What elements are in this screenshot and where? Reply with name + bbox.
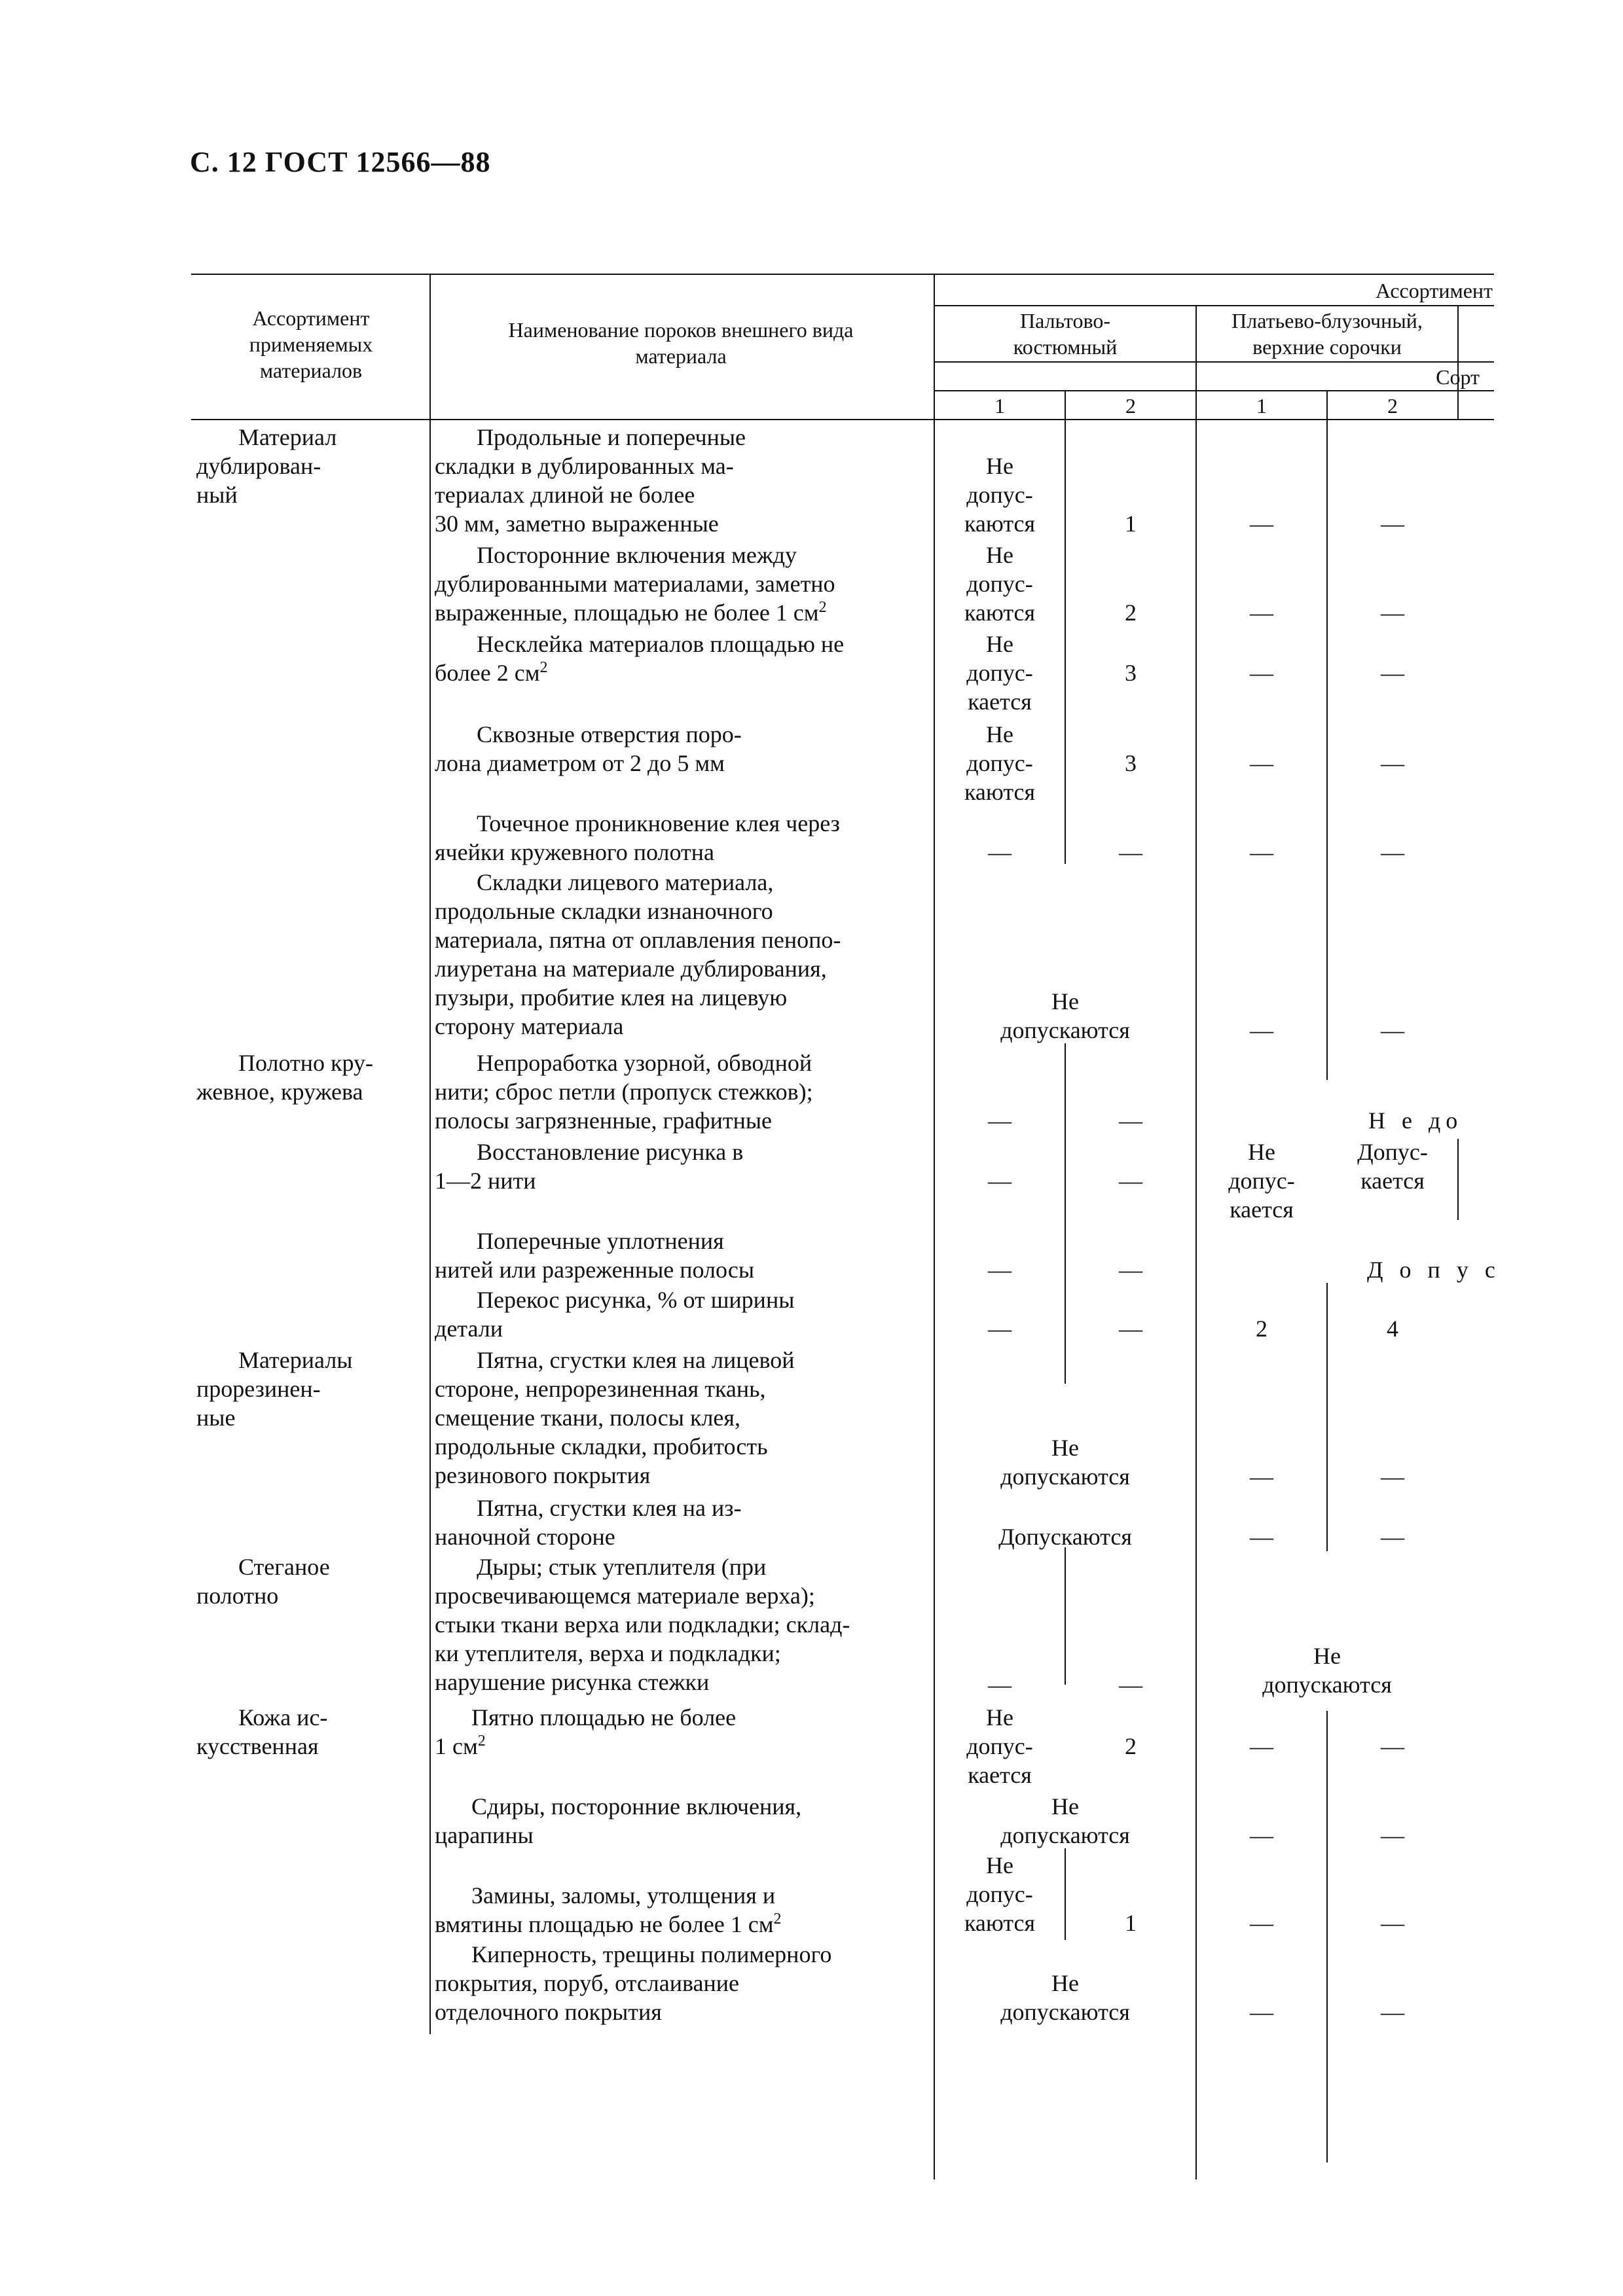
defect-13: Дыры; стык утеплителя (при просвечивающемся материале верха); стыки ткани верха или подкладки; склад- ки утеплителя, верха и подкладки; нарушение рисунка стежки [435, 1554, 850, 1695]
vline-col2 [934, 274, 935, 419]
vline-dress-split-a [1326, 419, 1328, 1080]
value-r8-c2: — [1119, 1168, 1142, 1194]
defect-11: Пятна, сгустки клея на лицевой стороне, непрорезиненная ткань, смещение ткани, полосы клея, продольные складки, пробитость резинового покрытия [435, 1347, 795, 1488]
value-r13-dress: Не допускаются [1262, 1643, 1392, 1698]
value-r7-c1: — [988, 1107, 1012, 1134]
value-r4-c3: — [1250, 750, 1273, 776]
vline-col6-header [1457, 305, 1459, 419]
value-r8-c4: Допус- кается [1357, 1139, 1428, 1194]
value-r4-c1: Не допус- каются [964, 721, 1036, 805]
defect-2: Посторонние включения между дублированными материалами, заметно выраженные, площадью не более 1 $см^2$ [435, 542, 835, 626]
value-r12-c4: — [1381, 1524, 1404, 1550]
value-r1-c4: — [1381, 511, 1404, 537]
value-r14-c2: 2 [1125, 1733, 1137, 1759]
value-r14-c3: — [1250, 1733, 1273, 1759]
vline-dress-split-c [1326, 1711, 1328, 2162]
vline-coat-split-b [1065, 1043, 1066, 1384]
vline-col4 [1195, 305, 1197, 419]
defect-5: Точечное проникновение клея через ячейки кружевного полотна [435, 810, 840, 865]
value-r14-c4: — [1381, 1733, 1404, 1759]
value-r15-coat: Не допускаются [1000, 1793, 1130, 1848]
value-r3-c1: Не допус- кается [966, 631, 1033, 715]
value-r4-c4: — [1381, 750, 1404, 776]
value-r6-c3: — [1250, 1017, 1273, 1043]
value-r7-c2: — [1119, 1107, 1142, 1134]
vline-col5-header [1326, 390, 1328, 419]
vline-col1 [429, 274, 431, 2034]
value-r7-dress-cut: Н е до [1368, 1107, 1463, 1134]
defect-17: Киперность, трещины полимерного покрытия, поруб, отслаивание отделочного покрытия [435, 1941, 832, 2025]
material-duplicated: Материал дублирован- ный [196, 424, 337, 508]
value-r3-c3: — [1250, 660, 1273, 686]
value-r15-c4: — [1381, 1822, 1404, 1848]
value-r12-c3: — [1250, 1524, 1273, 1550]
header-material-col: Ассортимент применяемых материалов [249, 306, 373, 382]
vline-dress-split-b [1326, 1283, 1328, 1551]
page-header: С. 12 ГОСТ 12566—88 [190, 146, 491, 178]
value-r6-c4: — [1381, 1017, 1404, 1043]
vline-dress-left [1195, 419, 1197, 2179]
defect-14: Пятно площадью не более 1 $см^2$ [435, 1704, 737, 1759]
defect-9: Поперечные уплотнения нитей или разреженные полосы [435, 1228, 755, 1283]
value-r1-c1: Не допус- каются [964, 453, 1036, 537]
vline-coat-sort1 [934, 419, 935, 2179]
vline-col3-header [1065, 390, 1066, 419]
value-r17-c3: — [1250, 1999, 1273, 2025]
value-r9-c1: — [988, 1257, 1012, 1283]
value-r3-c4: — [1381, 660, 1404, 686]
header-group-dress: Платьево-блузочный, верхние сорочки [1231, 309, 1423, 359]
value-r12-coat: Допускаются [998, 1524, 1132, 1550]
value-r11-coat: Не допускаются [1000, 1435, 1130, 1490]
value-r5-c3: — [1250, 839, 1273, 865]
value-r16-c2: 1 [1125, 1910, 1137, 1936]
value-r17-c4: — [1381, 1999, 1404, 2025]
material-lace: Полотно кру- жевное, кружева [196, 1050, 374, 1105]
value-r4-c2: 3 [1125, 750, 1137, 776]
value-r13-c1: — [988, 1672, 1012, 1698]
subhead-rule-3 [934, 390, 1494, 391]
value-r10-c4: 4 [1387, 1316, 1398, 1342]
value-r9-c2: — [1119, 1257, 1142, 1283]
table-top-rule [191, 274, 1494, 275]
value-r5-c4: — [1381, 839, 1404, 865]
value-r5-c1: — [988, 839, 1012, 865]
header-sort-2b: 2 [1387, 394, 1398, 418]
material-quilted: Стеганое полотно [196, 1554, 330, 1609]
header-sort-1a: 1 [994, 394, 1005, 418]
defect-8: Восстановление рисунка в 1—2 нити [435, 1139, 744, 1194]
value-r10-c1: — [988, 1316, 1012, 1342]
header-group-coat: Пальтово- костюмный [1013, 309, 1118, 359]
defect-16: Замины, заломы, утолщения и вмятины площадью не более 1 $см^2$ [435, 1882, 782, 1937]
value-r6-coat: Не допускаются [1000, 988, 1130, 1043]
value-r8-c3: Не допус- кается [1228, 1139, 1295, 1223]
value-r2-c2: 2 [1125, 600, 1137, 626]
value-r8-c1: — [988, 1168, 1012, 1194]
value-r14-c1: Не допус- кается [966, 1704, 1033, 1788]
defect-4: Сквозные отверстия поро- лона диаметром от 2 до 5 мм [435, 721, 742, 776]
defect-1: Продольные и поперечные складки в дублированных ма- териалах длиной не более 30 мм, заметно выраженные [435, 424, 746, 537]
value-r16-c3: — [1250, 1910, 1273, 1936]
value-r13-c2: — [1119, 1672, 1142, 1698]
defect-6: Складки лицевого материала, продольные складки изнаночного материала, пятна от оплавления пенопо- лиуретана на материале дублирования, пузыри, пробитие клея на лицевую сторону материала [435, 869, 841, 1039]
header-sort-1b: 1 [1256, 394, 1267, 418]
value-r16-c1: Не допус- каются [964, 1852, 1036, 1936]
defect-10: Перекос рисунка, % от ширины детали [435, 1287, 795, 1342]
subhead-rule-1 [934, 305, 1494, 306]
defect-15: Сдиры, посторонние включения, царапины [435, 1793, 802, 1848]
subhead-rule-2 [934, 361, 1494, 363]
header-sort-2a: 2 [1125, 394, 1136, 418]
header-bottom-rule [191, 419, 1494, 420]
value-r2-c1: Не допус- каются [964, 542, 1036, 626]
header-sort: Сорт [1436, 365, 1480, 389]
vline-coat-split-a [1065, 419, 1066, 864]
defect-12: Пятна, сгустки клея на из- наночной стороне [435, 1495, 742, 1550]
value-r9-dress-cut: Д о п у с [1367, 1257, 1501, 1283]
value-r2-c3: — [1250, 600, 1273, 626]
value-r17-coat: Не допускаются [1000, 1970, 1130, 2025]
value-r1-c2: 1 [1125, 511, 1137, 537]
value-r10-c3: 2 [1256, 1316, 1267, 1342]
value-r1-c3: — [1250, 511, 1273, 537]
value-r10-c2: — [1119, 1316, 1142, 1342]
value-r5-c2: — [1119, 839, 1142, 865]
value-r16-c4: — [1381, 1910, 1404, 1936]
vline-right-a [1457, 1139, 1459, 1220]
header-defect-col: Наименование пороков внешнего вида материала [508, 318, 854, 368]
value-r15-c3: — [1250, 1822, 1273, 1848]
defect-3: Несклейка материалов площадью не более 2 $см^2$ [435, 631, 845, 686]
vline-coat-split-c [1065, 1547, 1066, 1685]
defect-7: Непроработка узорной, обводной нити; сброс петли (пропуск стежков); полосы загрязненные, графитные [435, 1050, 813, 1134]
header-assortment: Ассортимент [1376, 279, 1493, 302]
value-r3-c2: 3 [1125, 660, 1137, 686]
value-r11-c3: — [1250, 1463, 1273, 1490]
material-rubberized: Материалы прорезинен- ные [196, 1347, 353, 1431]
vline-coat-split-d [1065, 1848, 1066, 1940]
value-r11-c4: — [1381, 1463, 1404, 1490]
value-r2-c4: — [1381, 600, 1404, 626]
material-leather: Кожа ис- кусственная [196, 1704, 328, 1759]
